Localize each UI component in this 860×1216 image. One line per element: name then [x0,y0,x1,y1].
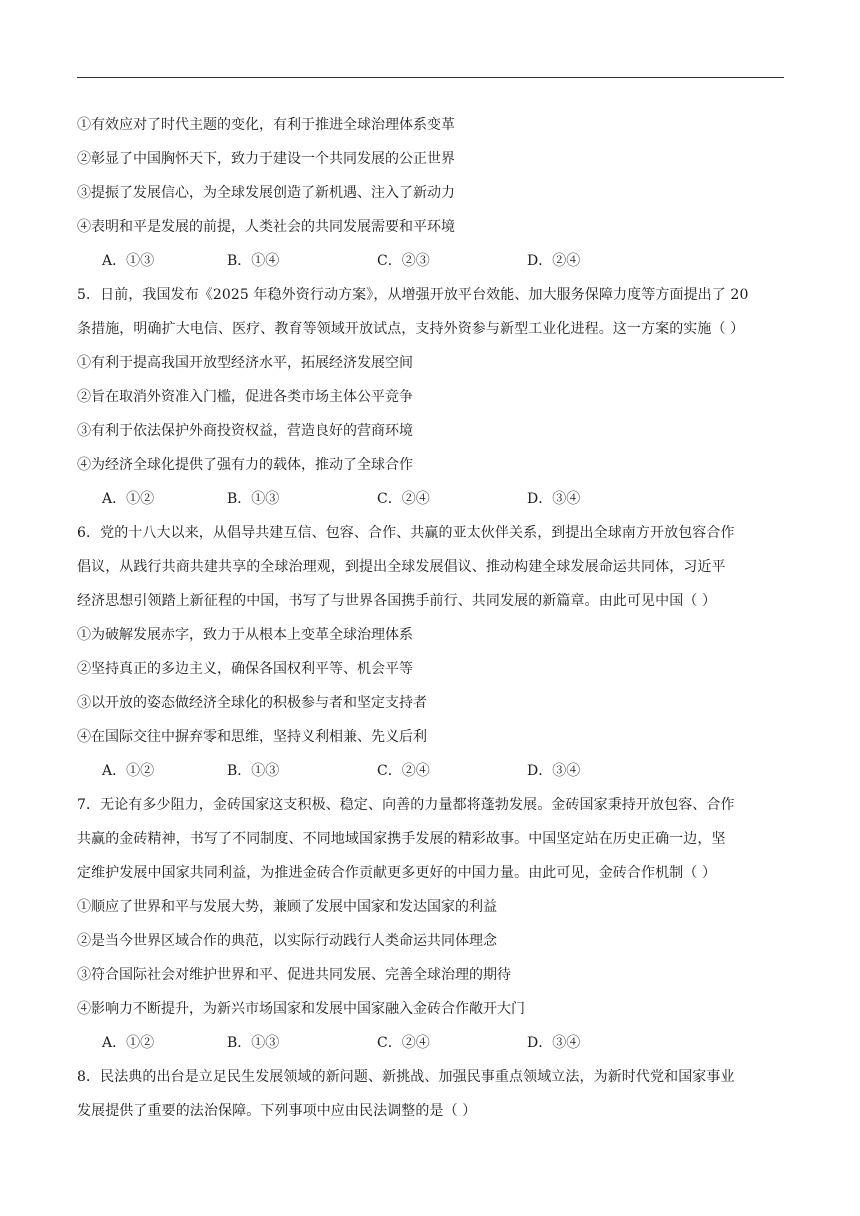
q5-option-c[interactable]: C．②④ [377,491,430,507]
q5-item-2: ②旨在取消外资准入门槛，促进各类市场主体公平竞争 [77,389,413,405]
question-6 [77,516,787,754]
q8-stem-line-1: 8．民法典的出台是立足民生发展领域的新问题、新挑战、加强民事重点领域立法，为新时代党和国家事业 [77,1069,735,1085]
q7-item-1: ①顺应了世界和平与发展大势，兼顾了发展中国家和发达国家的利益 [77,899,497,915]
q6-stem-line-2: 倡议，从践行共商共建共享的全球治理观，到提出全球发展倡议、推动构建全球发展命运共同体，习近平 [77,559,726,575]
header-rule [77,77,784,78]
q6-option-b[interactable]: B．①③ [227,763,280,779]
q7-stem-line-1: 7．无论有多少阻力，金砖国家这支积极、稳定、向善的力量都将蓬勃发展。金砖国家秉持开放包容、合作 [77,797,735,813]
q5-item-4: ④为经济全球化提供了强有力的载体，推动了全球合作 [77,457,413,473]
q4-item-3: ③提振了发展信心，为全球发展创造了新机遇、注入了新动力 [77,185,455,201]
q7-option-d[interactable]: D．③④ [527,1035,581,1051]
q6-option-c[interactable]: C．②④ [377,763,430,779]
question-8 [77,1060,787,1128]
question-7 [77,788,787,1026]
q5-option-d[interactable]: D．③④ [527,491,581,507]
q6-item-2: ②坚持真正的多边主义，确保各国权利平等、机会平等 [77,661,413,677]
q5-stem-line-1: 5．日前，我国发布《2025 年稳外资行动方案》，从增强开放平台效能、加大服务保障力度等方面提出了 20 [77,287,749,303]
q6-option-d[interactable]: D．③④ [527,763,581,779]
q6-options [77,754,787,788]
q6-stem-line-1: 6．党的十八大以来，从倡导共建互信、包容、合作、共赢的亚太伙伴关系，到提出全球南方开放包容合作 [77,525,735,541]
q4-option-d[interactable]: D．②④ [527,253,581,269]
q6-stem-line-3: 经济思想引领踏上新征程的中国，书写了与世界各国携手前行、共同发展的新篇章。由此可见中国（ ） [77,593,717,609]
q5-item-1: ①有利于提高我国开放型经济水平，拓展经济发展空间 [77,355,413,371]
q6-item-1: ①为破解发展赤字，致力于从根本上变革全球治理体系 [77,627,413,643]
q8-stem-line-2: 发展提供了重要的法治保障。下列事项中应由民法调整的是（ ） [77,1103,477,1119]
q6-item-4: ④在国际交往中摒弃零和思维，坚持义利相兼、先义后利 [77,729,427,745]
q4-item-1: ①有效应对了时代主题的变化，有利于推进全球治理体系变革 [77,117,455,133]
q5-option-b[interactable]: B．①③ [227,491,280,507]
q4-option-b[interactable]: B．①④ [227,253,280,269]
q7-stem-line-2: 共赢的金砖精神，书写了不同制度、不同地域国家携手发展的精彩故事。中国坚定站在历史正确一边，坚 [77,831,726,847]
q6-option-a[interactable]: A．①② [102,763,155,779]
q5-options [77,482,787,516]
q5-stem-line-2: 条措施，明确扩大电信、医疗、教育等领域开放试点，支持外资参与新型工业化进程。这一方案的实施（ ） [77,321,745,337]
q7-options [77,1026,787,1060]
q7-stem-line-3: 定维护发展中国家共同利益，为推进金砖合作贡献更多更好的中国力量。由此可见，金砖合作机制（ ） [77,865,717,881]
q5-option-a[interactable]: A．①② [102,491,155,507]
q4-options [77,244,787,278]
q7-item-3: ③符合国际社会对维护世界和平、促进共同发展、完善全球治理的期待 [77,967,511,983]
q7-option-b[interactable]: B．①③ [227,1035,280,1051]
q5-item-3: ③有利于依法保护外商投资权益，营造良好的营商环境 [77,423,413,439]
q7-item-2: ②是当今世界区域合作的典范，以实际行动践行人类命运共同体理念 [77,933,497,949]
question-4-items [77,108,787,244]
q7-option-a[interactable]: A．①② [102,1035,155,1051]
question-5 [77,278,787,482]
q7-item-4: ④影响力不断提升，为新兴市场国家和发展中国家融入金砖合作敞开大门 [77,1001,525,1017]
q6-item-3: ③以开放的姿态做经济全球化的积极参与者和坚定支持者 [77,695,427,711]
q4-option-c[interactable]: C．②③ [377,253,430,269]
exam-page-content [77,108,787,1128]
q4-option-a[interactable]: A．①③ [102,253,155,269]
q7-option-c[interactable]: C．②④ [377,1035,430,1051]
q4-item-4: ④表明和平是发展的前提，人类社会的共同发展需要和平环境 [77,219,455,235]
q4-item-2: ②彰显了中国胸怀天下，致力于建设一个共同发展的公正世界 [77,151,455,167]
